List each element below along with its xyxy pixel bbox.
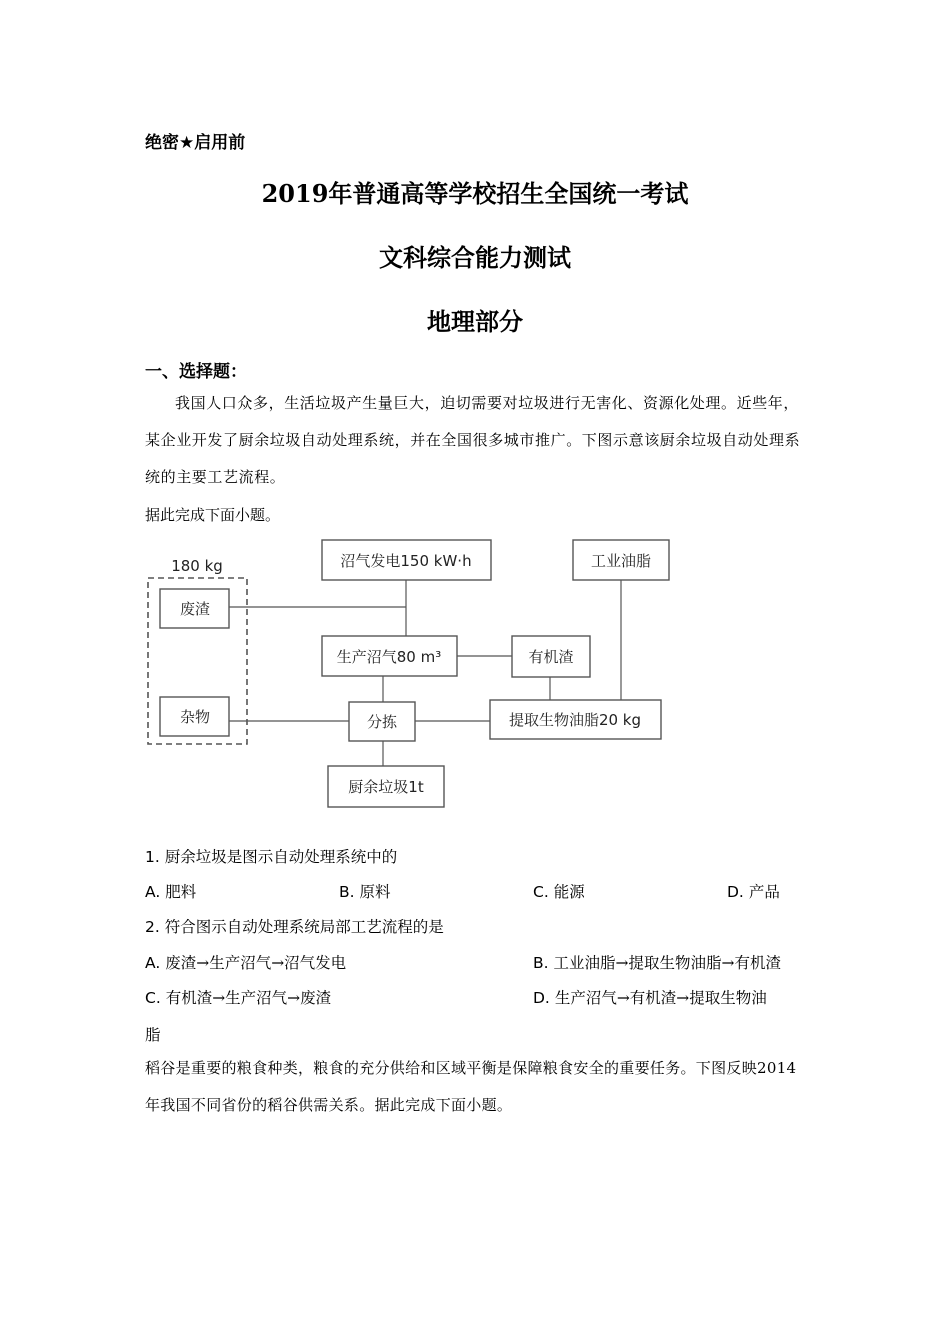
box-waste-residue-label: 废渣 xyxy=(179,600,211,618)
q1-option-a-text: 肥料 xyxy=(165,883,197,901)
q1-option-a-letter: A. xyxy=(145,883,161,901)
q2-option-d-wrap: 脂 xyxy=(145,1026,161,1044)
q2-option-a[interactable] xyxy=(145,951,346,973)
part-title: 地理部分 xyxy=(427,307,523,336)
q1-option-c-text: 能源 xyxy=(553,883,585,901)
q1-option-c[interactable] xyxy=(533,880,585,902)
question-1-text: 厨余垃圾是图示自动处理系统中的 xyxy=(164,848,398,866)
box-organic-residue-label: 有机渣 xyxy=(528,648,574,666)
box-biogas-production-label: 生产沼气80 m³ xyxy=(336,648,442,666)
passage-2-text: 稻谷是重要的粮食种类，粮食的充分供给和区域平衡是保障粮食安全的重要任务。下图反映2014年我国不同省份的稻谷供需关系。据此完成下面小题。 xyxy=(145,1059,797,1114)
exam-title: 2019年普通高等学校招生全国统一考试 xyxy=(261,179,689,208)
box-sorting-label: 分拣 xyxy=(366,713,398,731)
q1-option-d-letter: D. xyxy=(727,883,744,901)
question-2-stem xyxy=(145,915,444,937)
box-kitchen-waste-label: 厨余垃圾1t xyxy=(348,778,424,796)
question-2-number: 2. xyxy=(145,918,160,936)
question-1-number: 1. xyxy=(145,848,160,866)
passage-1-text: 我国人口众多，生活垃圾产生量巨大，迫切需要对垃圾进行无害化、资源化处理。近些年，某企业开发了厨余垃圾自动处理系统，并在全国很多城市推广。下图示意该厨余垃圾自动处理系统的主要工艺流程。 xyxy=(145,394,801,486)
q1-option-d[interactable] xyxy=(727,880,780,902)
q1-option-b-letter: B. xyxy=(339,883,355,901)
question-2-text: 符合图示自动处理系统局部工艺流程的是 xyxy=(164,918,444,936)
q1-option-c-letter: C. xyxy=(533,883,549,901)
box-industrial-oil-label: 工业油脂 xyxy=(590,552,652,570)
q1-option-d-text: 产品 xyxy=(748,883,780,901)
section-heading: 一、选择题： xyxy=(145,362,247,382)
passage-1-instruction: 据此完成下面小题。 xyxy=(145,506,281,524)
box-biogas-power-label: 沼气发电150 kW·h xyxy=(340,552,472,570)
q2-option-c-text: 有机渣→生产沼气→废渣 xyxy=(165,989,332,1007)
q1-option-a[interactable] xyxy=(145,880,196,902)
question-1-stem xyxy=(145,845,397,867)
q2-option-d[interactable] xyxy=(533,986,767,1008)
q2-option-b[interactable] xyxy=(533,951,781,973)
subject-title: 文科综合能力测试 xyxy=(379,243,571,272)
q2-option-b-letter: B. xyxy=(533,954,549,972)
q2-option-d-letter: D. xyxy=(533,989,550,1007)
box-sundries-label: 杂物 xyxy=(179,708,211,726)
label-180kg: 180 kg xyxy=(171,557,223,575)
q2-option-a-text: 废渣→生产沼气→沼气发电 xyxy=(165,954,347,972)
box-biodiesel-label: 提取生物油脂20 kg xyxy=(508,711,642,729)
q2-option-b-text: 工业油脂→提取生物油脂→有机渣 xyxy=(553,954,781,972)
secret-mark: 绝密★启用前 xyxy=(145,133,246,153)
q1-option-b[interactable] xyxy=(339,880,391,902)
q2-option-c-letter: C. xyxy=(145,989,161,1007)
q1-option-b-text: 原料 xyxy=(359,883,391,901)
q2-option-c[interactable] xyxy=(145,986,331,1008)
q2-option-d-text: 生产沼气→有机渣→提取生物油 xyxy=(554,989,767,1007)
q2-option-a-letter: A. xyxy=(145,954,161,972)
